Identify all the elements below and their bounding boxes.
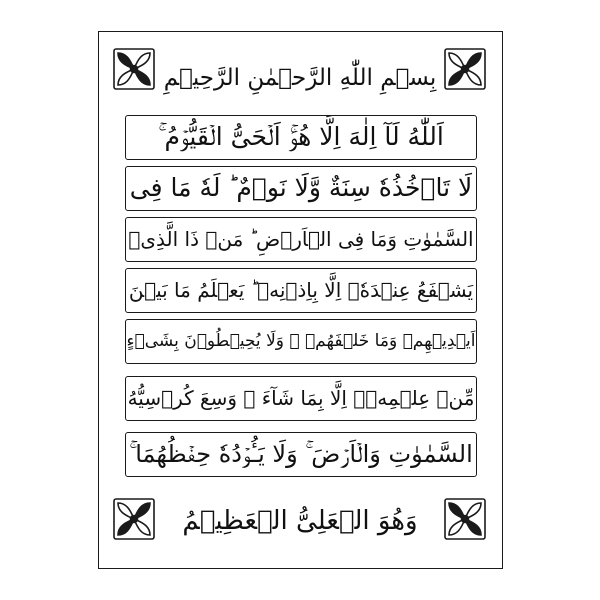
verse-line-text: مِّنۡ عِلۡمِهٖۤ اِلَّا بِمَا شَآءَ ۚ وَسِعَ كُرۡسِيُّهُ — [127, 386, 475, 410]
verse-line-text: اَللّٰهُ لَآ اِلٰهَ اِلَّا هُوَۚ اَلۡحَىُّ الۡقَيُّوۡمُ ۚ — [158, 122, 444, 151]
verse-line-box — [125, 432, 477, 477]
floral-ornament-icon — [112, 47, 156, 91]
floral-ornament-icon — [443, 47, 487, 91]
verse-line-box — [125, 217, 477, 262]
verse-line-box — [125, 319, 477, 364]
bismillah-heading: بِسۡمِ اللّٰهِ الرَّحۡمٰنِ الرَّحِيۡمِ — [163, 65, 437, 91]
verse-line-text: اَيۡدِيۡهِمۡ وَمَا خَلۡفَهُمۡ ۚ وَلَا يُحِيۡطُوۡنَ بِشَىۡءٍ — [126, 331, 476, 351]
verse-line-text: السَّمٰوٰتِ وَمَا فِى الۡاَرۡضِ ؕ مَنۡ ذَا الَّذِىۡ — [128, 227, 474, 251]
verse-line-text: لَا تَاۡخُذُهٗ سِنَةٌ وَّلَا نَوۡمٌ ؕ لَهٗ مَا فِى — [129, 173, 473, 202]
verse-line-text: السَّمٰوٰتِ وَالۡاَرۡضَ ۚ وَلَا يَـُٔوۡدُهٗ حِفۡظُهُمَا ۚ — [129, 440, 473, 468]
verse-line-box — [125, 115, 477, 160]
closing-line: وَهُوَ الۡعَلِىُّ الۡعَظِيۡمُ — [182, 506, 418, 536]
verse-line-box — [125, 166, 477, 211]
verse-line-box — [125, 376, 477, 421]
verse-line-box — [125, 268, 477, 313]
floral-ornament-icon — [443, 497, 487, 541]
floral-ornament-icon — [112, 497, 156, 541]
verse-line-text: يَشۡفَعُ عِنۡدَهٗۤ اِلَّا بِاِذۡنِهٖ ؕ يَعۡلَمُ مَا بَيۡنَ — [128, 278, 474, 302]
